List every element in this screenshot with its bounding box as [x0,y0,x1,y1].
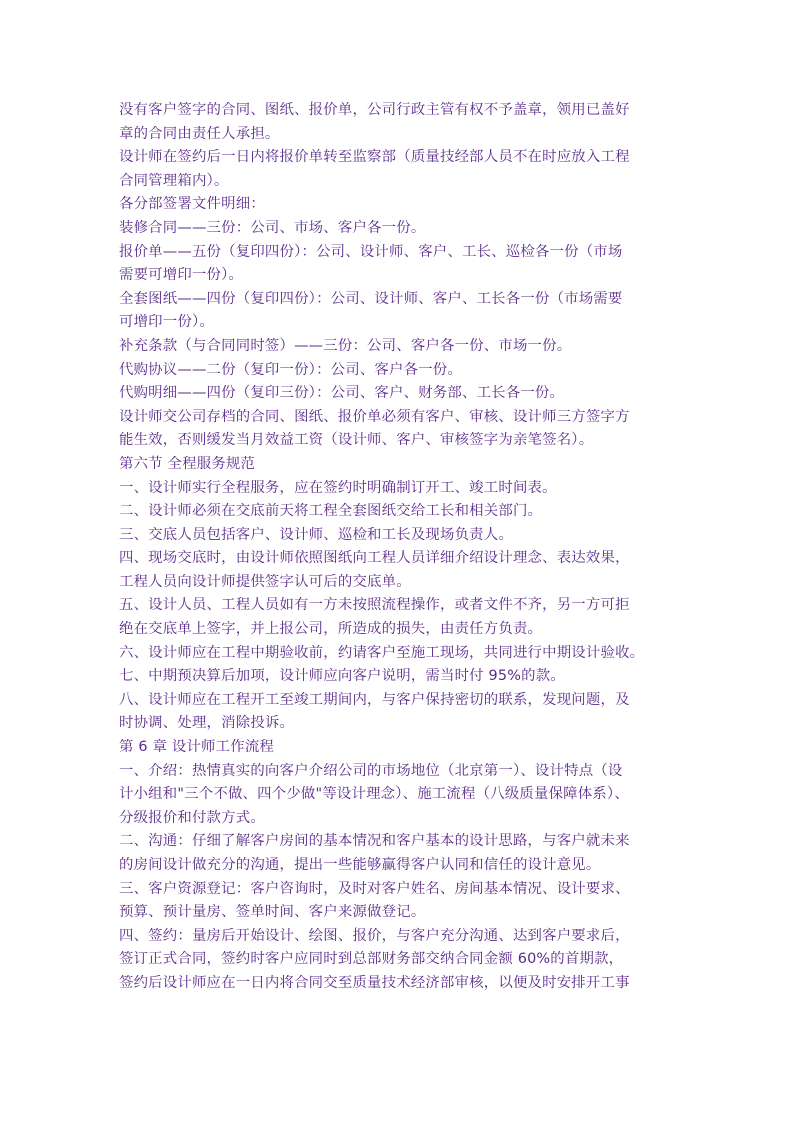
text-line: 签约后设计师应在一日内将合同交至质量技术经济部审核，以便及时安排开工事 [119,974,630,991]
text-line: 各分部签署文件明细： [119,196,265,213]
text-line: 四、签约：量房后开始设计、绘图、报价，与客户充分沟通、达到客户要求后， [119,927,630,944]
chapter-heading: 第 6 章 设计师工作流程 [119,739,274,756]
text-line: 装修合同——三份：公司、市场、客户各一份。 [119,219,426,236]
text-line: 四、现场交底时，由设计师依照图纸向工程人员详细介绍设计理念、表达效果， [119,550,630,567]
text-line: 代购协议——二份（复印一份）：公司、客户各一份。 [119,361,462,378]
text-line: 设计师在签约后一日内将报价单转至监察部（质量技经部人员不在时应放入工程 [119,149,630,166]
text-line: 一、介绍：热情真实的向客户介绍公司的市场地位（北京第一）、设计特点（设 [119,762,623,779]
text-line: 二、设计师必须在交底前天将工程全套图纸交给工长和相关部门。 [119,503,543,520]
text-line: 签订正式合同，签约时客户应同时到总部财务部交纳合同金额 60%的首期款， [119,951,624,968]
text-line: 工程人员向设计师提供签字认可后的交底单。 [119,573,411,590]
text-line: 三、客户资源登记：客户咨询时，及时对客户姓名、房间基本情况、设计要求、 [119,880,630,897]
text-line: 章的合同由责任人承担。 [119,125,280,142]
text-line: 三、交底人员包括客户、设计师、巡检和工长及现场负责人。 [119,526,513,543]
text-line: 需要可增印一份）。 [119,267,244,284]
text-line: 计小组和"三个不做、四个少做"等设计理念）、施工流程（八级质量保障体系）、 [119,786,629,803]
text-line: 时协调、处理，消除投诉。 [119,715,295,732]
section-heading: 第六节 全程服务规范 [119,455,256,472]
text-line: 一、设计师实行全程服务，应在签约时明确制订开工、竣工时间表。 [119,479,557,496]
text-line: 八、设计师应在工程开工至竣工期间内，与客户保持密切的联系，发现问题，及 [119,691,630,708]
text-line: 五、设计人员、工程人员如有一方未按照流程操作，或者文件不齐，另一方可拒 [119,597,630,614]
text-line: 全套图纸——四份（复印四份）：公司、设计师、客户、工长各一份（市场需要 [119,290,623,307]
text-line: 补充条款（与合同同时签）——三份：公司、客户各一份、市场一份。 [119,337,572,354]
text-line: 六、设计师应在工程中期验收前，约请客户至施工现场，共同进行中期设计验收。 [119,644,645,661]
text-line: 绝在交底单上签字，并上报公司，所造成的损失，由责任方负责。 [119,621,543,638]
text-line: 二、沟通：仔细了解客户房间的基本情况和客户基本的设计思路，与客户就未来 [119,833,630,850]
text-line: 七、中期预决算后加项，设计师应向客户说明，需当时付 95%的款。 [119,668,565,685]
text-line: 报价单——五份（复印四份）：公司、设计师、客户、工长、巡检各一份（市场 [119,243,623,260]
text-line: 分级报价和付款方式。 [119,809,265,826]
text-line: 可增印一份）。 [119,314,214,331]
text-line: 设计师交公司存档的合同、图纸、报价单必须有客户、审核、设计师三方签字方 [119,408,630,425]
text-line: 合同管理箱内）。 [119,172,229,189]
text-line: 预算、预计量房、签单时间、客户来源做登记。 [119,904,426,921]
text-line: 代购明细——四份（复印三份）：公司、客户、财务部、工长各一份。 [119,385,565,402]
document-body [119,99,681,996]
text-line: 能生效，否则缓发当月效益工资（设计师、客户、审核签字为亲笔签名）。 [119,432,594,449]
text-line: 没有客户签字的合同、图纸、报价单，公司行政主管有权不予盖章，领用已盖好 [119,102,630,118]
text-line: 的房间设计做充分的沟通，提出一些能够赢得客户认同和信任的设计意见。 [119,857,601,873]
